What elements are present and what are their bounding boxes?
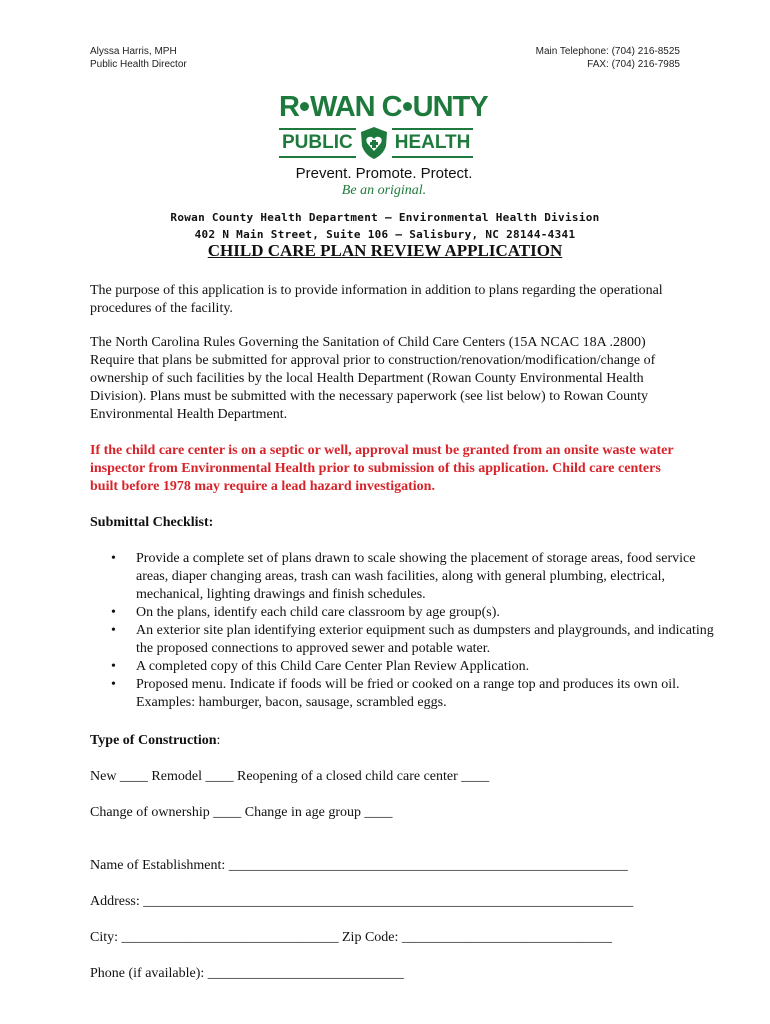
- director-title: Public Health Director: [90, 59, 187, 70]
- logo-dot-icon: [403, 102, 412, 111]
- rowan-county-logo: [279, 92, 495, 199]
- director-info: [90, 45, 187, 71]
- ownership-change-row[interactable]: Change of ownership ____ Change in age group ____: [90, 805, 393, 820]
- logo-public-word: PUBLIC: [279, 128, 356, 158]
- shield-heart-icon: [359, 126, 389, 160]
- list-item: • A completed copy of this Child Care Center Plan Review Application.: [111, 659, 530, 674]
- logo-public-health: [279, 126, 495, 160]
- contact-info: [536, 45, 680, 71]
- main-telephone: Main Telephone: (704) 216-8525: [535, 46, 680, 57]
- director-name: Alyssa Harris, MPH: [90, 46, 177, 57]
- submittal-checklist: [90, 550, 726, 712]
- logo-subline: Be an original.: [341, 183, 427, 198]
- logo-dot-icon: [300, 102, 309, 111]
- construction-heading: Type of Construction:: [90, 733, 221, 748]
- phone-field[interactable]: Phone (if available): ____________________________: [90, 966, 404, 981]
- bullet-icon: •: [111, 659, 116, 674]
- bullet-icon: •: [111, 551, 116, 566]
- list-item: • On the plans, identify each child care classroom by age group(s).: [111, 605, 500, 620]
- bullet-icon: •: [111, 605, 116, 620]
- establishment-name-field[interactable]: Name of Establishment: _________________________________________________________: [90, 858, 628, 873]
- list-item: • An exterior site plan identifying exterior equipment such as dumpsters and playgrounds, and indicating the proposed connections to approved sewer and potable water.: [111, 623, 714, 656]
- fax-number: FAX: (704) 216-7985: [587, 59, 680, 70]
- purpose-paragraph: The purpose of this application is to provide information in addition to plans regarding the operational procedures of the facility.: [90, 283, 663, 316]
- bullet-icon: •: [111, 677, 116, 692]
- list-item: • Proposed menu. Indicate if foods will be fried or cooked on a range top and produces its own oil. Examples: hamburger, bacon, sausage, scrambled eggs.: [111, 677, 680, 710]
- construction-type-row[interactable]: New ____ Remodel ____ Reopening of a closed child care center ____: [90, 769, 490, 784]
- logo-health-word: HEALTH: [392, 128, 474, 158]
- logo-wordmark: R WAN C UNTY: [279, 91, 488, 123]
- city-zip-field[interactable]: City: _______________________________ Zip Code: ______________________________: [90, 930, 612, 945]
- department-address: 402 N Main Street, Suite 106 – Salisbury, NC 28144-4341: [194, 228, 576, 241]
- bullet-icon: •: [111, 623, 116, 638]
- checklist-heading: Submittal Checklist:: [90, 515, 214, 530]
- rules-paragraph: The North Carolina Rules Governing the Sanitation of Child Care Centers (15A NCAC 18A .2800) Require that plans be submitted for approval prior to construction/renovation/modification/change of ownership of such facilities by the local Health Department (Rowan County Environmental Health Division). Plans must be submitted with the necessary paperwork (see list below) to Rowan County Environmental Health Department.: [90, 335, 656, 422]
- address-field[interactable]: Address: ______________________________________________________________________: [90, 894, 634, 909]
- page-title: CHILD CARE PLAN REVIEW APPLICATION: [207, 241, 563, 260]
- list-item: • Provide a complete set of plans drawn to scale showing the placement of storage areas, food service areas, diaper changing areas, trash can wash facilities, along with general plumbing, electrical, mechanical, lighting drawings and finish schedules.: [111, 551, 696, 602]
- department-name: Rowan County Health Department – Environmental Health Division: [170, 211, 600, 224]
- logo-tagline: Prevent. Promote. Protect.: [295, 165, 473, 182]
- warning-paragraph: If the child care center is on a septic or well, approval must be granted from an onsite waste water inspector from Environmental Health prior to submission of this application. Child care centers built before 1978 may require a lead hazard investigation.: [90, 443, 674, 494]
